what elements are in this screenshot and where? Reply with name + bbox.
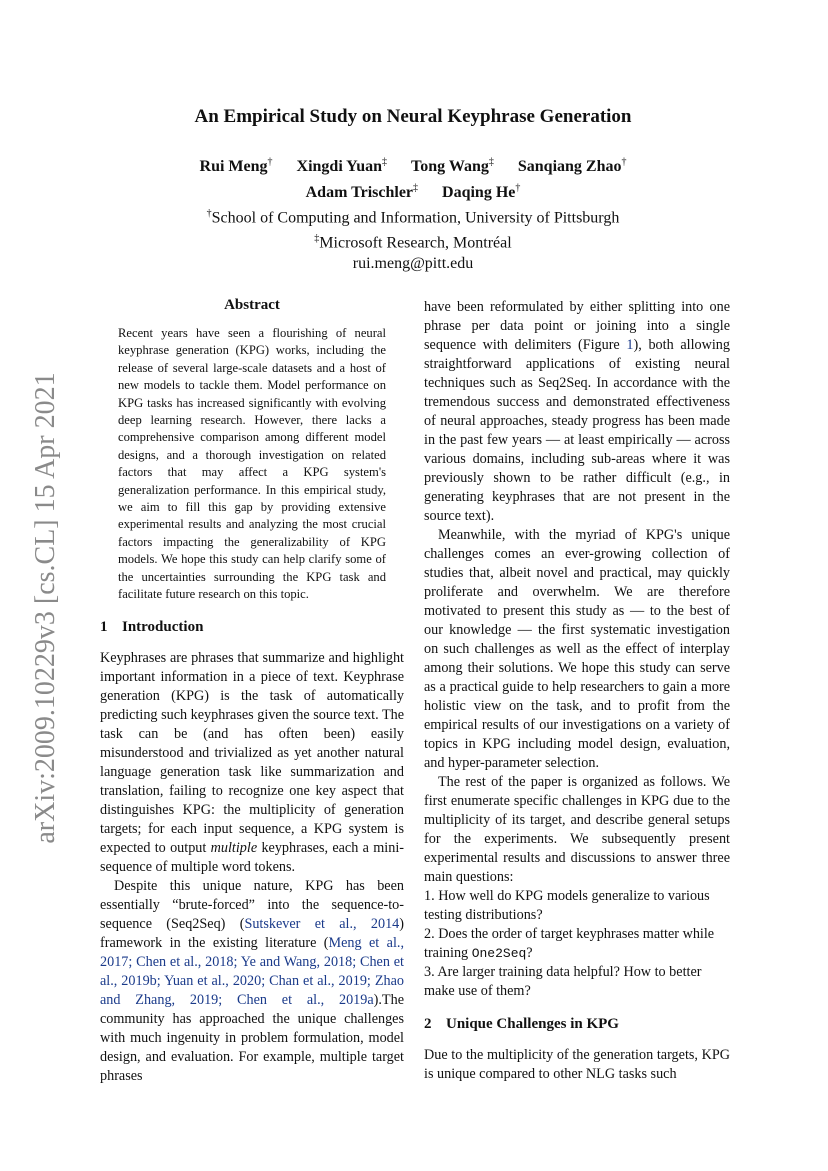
abstract-body: Recent years have seen a flourishing of neural keyphrase generation (KPG) works, including the release of several large-scale datasets and a host of new models to tackle them. Model performance on KPG tasks has increased significantly with evolving deep learning research. However, there lacks a comprehensive comparison among different model designs, and a thorough investigation on related factors that may affect a KPG system's generalization performance. In this empirical study, we aim to fill this gap by providing extensive experimental results and analyzing the most crucial factors impacting the generalizability of KPG models. We hope this study can help clarify some of the uncertainties surrounding the KPG task and facilitate future research on this topic. — [118, 326, 386, 602]
arxiv-identifier-stamp — [16, 368, 76, 848]
author-line-1 — [100, 152, 726, 177]
intro-paragraph-4: The rest of the paper is organized as follows. We first enumerate specific challenges in KPG due to the multiplicity of its target, and describe general setups for the experiments. We subsequently present experimental results and discussions to answer three main questions: — [424, 774, 730, 885]
citation-link[interactable]: Sutskever et al., 2014 — [244, 915, 400, 932]
intro-paragraph-3: Meanwhile, with the myriad of KPG's unique challenges comes an ever-growing collection of studies that, albeit novel and practical, may quickly proliferate and overwhelm. We are therefore motivated to present this study as — to the best of our knowledge — the first systematic investigation on such challenges as well as the effect of interplay among their solutions. We hope this study can serve as a practical guide to help researchers to gain a more holistic view on the task, and to profit from the empirical results of our investigations on a variety of topics in KPG including model design, evaluation, and hyper-parameter selection. — [424, 527, 730, 771]
author: Daqing He† — [442, 182, 521, 201]
affiliation-1: †School of Computing and Information, University of Pittsburgh — [206, 207, 620, 226]
intro-paragraph-1: Keyphrases are phrases that summarize and highlight important information in a piece of text. Keyphrase generation (KPG) is the task of automatically predicting such keyphrases given the source text. The task can be (and has often been) easily misunderstood and trivialized as yet another natural language generation task like summarization and translation, failing to recognize one key aspect that distinguishes KPG: the multiplicity of generation targets; for each input sequence, a KPG system is expected to output multiple keyphrases, each a mini-sequence of multiple word tokens. — [100, 649, 404, 875]
question-1: 1. How well do KPG models generalize to various testing distributions? — [424, 888, 710, 923]
author: Xingdi Yuan‡ — [296, 157, 388, 176]
citation-link[interactable]: Meng et al., 2017; Chen et al., 2018; Ye and Wang, 2018; Chen et al., 2019b; Yuan et al., 2020; Chan et al., 2019; Zhao and Zhang, 2019; Chen et al., 2019a — [100, 934, 404, 1008]
question-3: 3. Are larger training data helpful? How to better make use of them? — [424, 964, 702, 999]
author: Sanqiang Zhao† — [517, 157, 627, 176]
abstract-heading: Abstract — [224, 297, 280, 313]
paper-title: An Empirical Study on Neural Keyphrase Generation — [194, 106, 632, 127]
left-column — [100, 296, 404, 1086]
affiliation-2: ‡Microsoft Research, Montréal — [314, 232, 512, 252]
author-line-2 — [100, 177, 726, 202]
author: Tong Wang‡ — [411, 157, 494, 176]
figure-ref-link[interactable]: 1 — [626, 337, 634, 353]
arxiv-identifier-text: arXiv:2009.10229v3 [cs.CL] 15 Apr 2021 — [30, 372, 61, 844]
author: Rui Meng† — [199, 157, 273, 176]
author-block — [100, 152, 726, 274]
section-2-heading: 2 Unique Challenges in KPG — [424, 1016, 619, 1032]
right-column — [424, 298, 730, 1084]
author: Adam Trischler‡ — [305, 182, 419, 201]
section-1-heading: 1 Introduction — [100, 618, 204, 635]
question-2: 2. Does the order of target keyphrases matter while training One2Seq? — [424, 926, 715, 961]
intro-paragraph-2-continued: have been reformulated by either splitting into one phrase per data point or joining into a single sequence with delimiters (Figure 1), both allowing straightforward applications of existing neural techniques such as Seq2Seq. In accordance with the tremendous success and demonstrated effectiveness of neural approaches, steady progress has been made in the past few years — at least empirically — across various domains, including sub-areas where it was previously shown to be rather difficult (e.g., in generating keyphrases that are not present in the source text). — [424, 299, 730, 524]
intro-paragraph-2: Despite this unique nature, KPG has been essentially “brute-forced” into the sequence-to-sequence (Seq2Seq) (Sutskever et al., 2014) framework in the existing literature (Meng et al., 2017; Chen et al., 2018; Ye and Wang, 2018; Chen et al., 2019b; Yuan et al., 2020; Chan et al., 2019; Zhao and Zhang, 2019; Chen et al., 2019a).The community has approached the unique challenges with much ingenuity in problem formulation, model design, and evaluation. For example, multiple target phrases — [100, 877, 404, 1084]
section-2-paragraph-1: Due to the multiplicity of the generation targets, KPG is unique compared to other NLG tasks such — [424, 1047, 730, 1082]
author-email: rui.meng@pitt.edu — [352, 255, 474, 273]
